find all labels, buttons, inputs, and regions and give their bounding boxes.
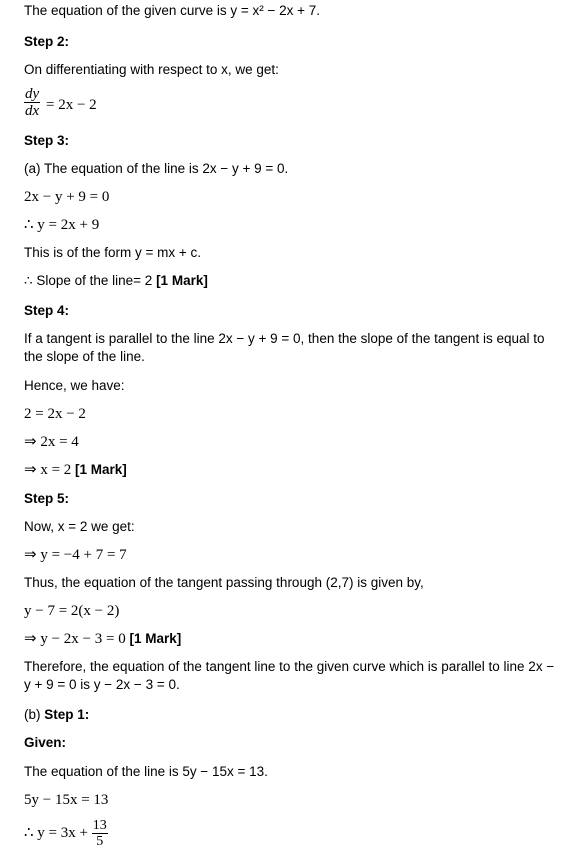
parallel-tangent-paragraph: If a tangent is parallel to the line 2x − y + 9 = 0, then the slope of the tangent is equal to the slope of the line. [24,331,545,364]
thirteen-fifths-fraction [92,818,108,849]
step-3-heading: Step 3: [24,133,70,148]
now-x-2-text: Now, x = 2 we get: [24,519,135,534]
tangent-equation-line [24,630,181,648]
slope-line-content: ∴ Slope of the line= 2 [24,273,157,288]
equation-2-eq-2x-2: 2 = 2x − 2 [24,406,86,422]
x-equals-2-line [24,461,127,479]
equation-2x-eq-4: ⇒ 2x = 4 [24,434,79,450]
conclusion-paragraph: Therefore, the equation of the tangent line to the given curve which is parallel to line 2x − y + 9 = 0 is y − 2x − 3 = 0. [24,659,555,692]
step-2-heading: Step 2: [24,34,70,49]
tangent-equation-content: ⇒ y − 2x − 3 = 0 [24,631,130,647]
part-b-label: (b) [24,707,45,722]
part-b-step-1-heading [24,706,89,724]
step-5-heading: Step 5: [24,491,70,506]
step-1-label: Step 1: [44,707,90,722]
given-heading: Given: [24,735,67,750]
fraction-numerator: 13 [92,818,107,833]
fraction-denominator: 5 [92,833,108,849]
hence-text: Hence, we have: [24,378,125,393]
derivative-numerator: dy [25,86,40,102]
line-equation-b-text: The equation of the line is 5y − 15x = 13. [24,764,268,779]
line-equation-a-text: (a) The equation of the line is 2x − y + 9 = 0. [24,161,289,176]
y-3x-lhs: ∴ y = 3x + [24,824,88,841]
equation-5y-15x-13: 5y − 15x = 13 [24,792,109,808]
mark-badge: [1 Mark] [75,462,127,477]
slope-line-text [24,272,208,290]
equation-y-2x-9: ∴ y = 2x + 9 [24,217,100,233]
derivative-denominator: dx [25,103,40,119]
y-3x-fraction-line [24,818,108,849]
tangent-through-point-text: Thus, the equation of the tangent passing through (2,7) is given by, [24,575,424,590]
mark-badge: [1 Mark] [156,273,208,288]
step-4-heading: Step 4: [24,303,70,318]
x-equals-2-content: ⇒ x = 2 [24,462,76,478]
mark-badge: [1 Mark] [129,631,182,646]
curve-equation-text: The equation of the given curve is y = x² − 2x + 7. [24,3,321,18]
derivative-rhs: = 2x − 2 [46,97,97,113]
equation-line-a: 2x − y + 9 = 0 [24,189,110,205]
form-ymxc-text: This is of the form y = mx + c. [24,245,202,260]
differentiate-text: On differentiating with respect to x, we get: [24,62,279,77]
point-slope-equation: y − 7 = 2(x − 2) [24,603,120,619]
y-value-equation: ⇒ y = −4 + 7 = 7 [24,547,127,563]
derivative-fraction [24,86,40,119]
